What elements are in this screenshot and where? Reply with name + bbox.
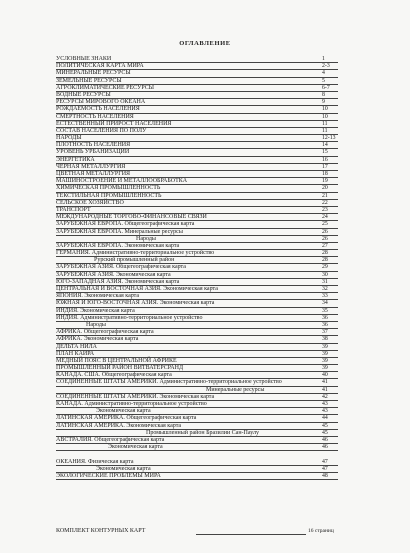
toc-entry-label: ЮЖНАЯ И ЮГО-ВОСТОЧНАЯ АЗИЯ. Экономическая карта <box>56 300 215 307</box>
toc-entry-label: ЗАРУБЕЖНАЯ ЕВРОПА. Экономическая карта <box>56 242 180 249</box>
toc-entry-page: 40 <box>322 372 328 379</box>
toc-entry-page: 1 <box>322 56 325 62</box>
toc-entry <box>56 308 338 315</box>
toc-entry-label: ЭНЕРГЕТИКА <box>56 156 95 163</box>
toc-entry-page: 26 <box>322 228 328 235</box>
toc-entry <box>56 430 338 437</box>
toc-entry-page: 42 <box>322 393 328 400</box>
toc-entry-page: 20 <box>322 185 328 192</box>
toc-entry-label: НАРОДЫ <box>56 135 82 142</box>
toc-entry-page: 27 <box>322 242 328 249</box>
toc-entry-page: 5 <box>322 77 325 84</box>
toc-entry <box>56 185 338 192</box>
toc-entry-label: ХИМИЧЕСКАЯ ПРОМЫШЛЕННОСТЬ <box>56 185 161 192</box>
toc-entry <box>56 99 338 106</box>
toc-entry-page: 38 <box>322 336 328 343</box>
toc-entry <box>56 315 338 322</box>
toc-entry-label: ЛАТИНСКАЯ АМЕРИКА. Экономическая карта <box>56 422 182 429</box>
toc-entry-page: 35 <box>322 307 328 314</box>
toc-entry-label: ВОДНЫЕ РЕСУРСЫ <box>56 91 111 98</box>
toc-entry <box>56 178 338 185</box>
toc-entry-label: АФРИКА. Экономическая карта <box>56 336 139 343</box>
toc-entry <box>56 193 338 200</box>
toc-entry <box>56 114 338 121</box>
toc-entry-label: СОЕДИНЕННЫЕ ШТАТЫ АМЕРИКИ. Экономическая карта <box>56 393 215 400</box>
toc-entry <box>56 272 338 279</box>
toc-entry-label: МИНЕРАЛЬНЫЕ РЕСУРСЫ <box>56 70 131 77</box>
toc-entry <box>56 85 338 92</box>
toc-entry-label: Рурский промышленный район <box>94 257 175 264</box>
toc-entry <box>56 135 338 142</box>
toc-entry-page: 30 <box>322 271 328 278</box>
toc-entry-page: 23 <box>322 206 328 213</box>
toc-entry <box>56 63 338 70</box>
toc-entry-page: 36 <box>322 321 328 328</box>
toc-entry <box>56 358 338 365</box>
toc-entry-page: 11 <box>322 120 328 127</box>
toc-entry-page: 45 <box>322 422 328 429</box>
toc-entry-page: 4 <box>322 70 325 77</box>
toc-entry-page: 32 <box>322 286 328 292</box>
toc-entry-label: ПРОМЫШЛЕННЫЙ РАЙОН ВИТВАТЕРСРАНД <box>56 365 184 372</box>
toc-entry-page: 22 <box>322 199 328 206</box>
toc-entry-label: КАНАДА. США. Общегеографическая карта <box>56 372 172 379</box>
toc-entry <box>56 171 338 178</box>
toc-entry-page: 48 <box>322 472 328 479</box>
toc-entry-label: МАШИНОСТРОЕНИЕ И МЕТАЛЛООБРАБОТКА <box>56 178 188 185</box>
toc-entry-page: 34 <box>322 300 328 307</box>
toc-entry-label: ЕСТЕСТВЕННЫЙ ПРИРОСТ НАСЕЛЕНИЯ <box>56 120 172 127</box>
toc-entry-page: 43 <box>322 401 328 407</box>
toc-entry <box>56 164 338 171</box>
toc-entry-label: СМЕРТНОСТЬ НАСЕЛЕНИЯ <box>56 113 134 120</box>
toc-entry-page: 28 <box>322 250 328 257</box>
toc-entry <box>56 92 338 99</box>
toc-entry-page: 26 <box>322 235 328 242</box>
page-title: ОГЛАВЛЕНИЕ <box>179 40 231 47</box>
toc-entry-page: 25 <box>322 221 328 228</box>
toc-entry-page: 21 <box>322 192 328 199</box>
toc-entry-page: 44 <box>322 415 328 422</box>
toc-entry <box>56 221 338 228</box>
toc-tail-entry <box>56 527 338 535</box>
toc-entry-page: 39 <box>322 357 328 364</box>
toc-entry <box>56 78 338 85</box>
toc-entry <box>56 451 338 458</box>
toc-entry-label: ЭКОЛОГИЧЕСКИЕ ПРОБЛЕМЫ МИРА <box>56 472 161 479</box>
toc-entry-label: Промышленный район Бразилии Сан-Паулу <box>146 429 259 436</box>
toc-entry-page: 46 <box>322 436 328 443</box>
toc-entry-page: 31 <box>322 278 328 285</box>
toc-entry-page: 6-7 <box>322 84 330 91</box>
toc-entry-label: ЗАРУБЕЖНАЯ ЕВРОПА. Общегеографическая карта <box>56 221 195 228</box>
toc-entry-label: ОКЕАНИЯ. Физическая карта <box>56 458 134 465</box>
toc-entry-label: СОСТАВ НАСЕЛЕНИЯ ПО ПОЛУ <box>56 127 147 134</box>
toc-entry-label: СЕЛЬСКОЕ ХОЗЯЙСТВО <box>56 199 124 206</box>
toc-entry-label: ПЛОТНОСТЬ НАСЕЛЕНИЯ <box>56 142 131 149</box>
toc-entry-page: 12-13 <box>322 135 336 142</box>
toc-entry <box>56 149 338 156</box>
toc-entry-page: 29 <box>322 264 328 271</box>
toc-entry-label: ЗАРУБЕЖНАЯ ЕВРОПА. Минеральные ресурсы <box>56 228 183 235</box>
toc-entry-label: РОЖДАЕМОСТЬ НАСЕЛЕНИЯ <box>56 106 140 113</box>
toc-entry-page: 41 <box>322 386 328 393</box>
toc-entry <box>56 401 338 408</box>
toc-entry <box>56 286 338 293</box>
toc-entry <box>56 379 338 386</box>
toc-entry <box>56 444 338 451</box>
toc-entry <box>56 70 338 77</box>
toc-entry-label: ПОЛИТИЧЕСКАЯ КАРТА МИРА <box>56 63 144 70</box>
toc-entry-label: МЕЖДУНАРОДНЫЕ ТОРГОВО-ФИНАНСОВЫЕ СВЯЗИ <box>56 214 207 221</box>
toc-entry <box>56 351 338 358</box>
toc-entry <box>56 423 338 430</box>
toc-entry-label: АФРИКА. Общегеографическая карта <box>56 329 154 336</box>
toc-entry-page: 47 <box>322 458 328 465</box>
toc-entry-label: ПЛАН КАИРА <box>56 350 95 357</box>
toc-entry-page: 8 <box>322 91 325 98</box>
toc-entry-label: ГЕРМАНИЯ. Административно-территориальное устройство <box>56 250 215 257</box>
toc-entry-label: ЗАРУБЕЖНАЯ АЗИЯ. Экономическая карта <box>56 271 171 278</box>
toc-entry-label: ЯПОНИЯ. Экономическая карта <box>56 293 140 300</box>
toc-entry <box>56 128 338 135</box>
toc-entry-label: Народы <box>136 235 156 242</box>
toc-entry <box>56 459 338 466</box>
toc-entry-page: 39 <box>322 365 328 372</box>
toc-entry-label: ЗЕМЕЛЬНЫЕ РЕСУРСЫ <box>56 77 122 84</box>
toc-entry-label: КАНАДА. Административно-территориальное устройство <box>56 401 207 407</box>
toc-entry-label: АВСТРАЛИЯ. Общегеографическая карта <box>56 436 165 443</box>
toc-entry-page: 43 <box>322 408 328 415</box>
toc-entry-page: 16 <box>322 156 328 163</box>
toc-entry-label: ЧЕРНАЯ МЕТАЛЛУРГИЯ <box>56 163 126 170</box>
toc-entry-page: 10 <box>322 106 328 113</box>
toc-entry <box>56 437 338 444</box>
toc-entry-page: 14 <box>322 142 328 149</box>
toc-entry <box>56 344 338 351</box>
toc-entry <box>56 236 338 243</box>
toc-entry-label: ТЕКСТИЛЬНАЯ ПРОМЫШЛЕННОСТЬ <box>56 192 162 199</box>
toc-entry <box>56 336 338 343</box>
toc-entry-label: ЦЕНТРАЛЬНАЯ И ВОСТОЧНАЯ АЗИЯ. Экономическая карта <box>56 286 218 292</box>
toc-entry-page: 9 <box>322 99 325 106</box>
toc-entry-page: 39 <box>322 350 328 357</box>
toc-entry-label: КОМПЛЕКТ КОНТУРНЫХ КАРТ <box>56 528 146 534</box>
toc-entry <box>56 394 338 401</box>
toc-entry-page: 19 <box>322 178 328 185</box>
toc-entry-label: ЛАТИНСКАЯ АМЕРИКА. Общегеографическая карта <box>56 415 197 422</box>
toc-entry-page: 11 <box>322 127 328 134</box>
toc-entry-page: 45 <box>322 429 328 436</box>
toc-entry-page: 10 <box>322 113 328 120</box>
toc-entry-label: СОЕДИНЕННЫЕ ШТАТЫ АМЕРИКИ. Административно-территориальное устройство <box>56 379 282 386</box>
toc-entry-page: 2-3 <box>322 63 330 70</box>
toc-entry <box>56 473 338 480</box>
toc-entry-page: 37 <box>322 329 328 336</box>
toc-entry <box>56 229 338 236</box>
toc-entry <box>56 387 338 394</box>
toc-entry <box>56 293 338 300</box>
toc-entry-page: 18 <box>322 171 328 177</box>
toc-entry <box>56 466 338 473</box>
toc-entry <box>56 207 338 214</box>
toc-entry-label: ДЕЛЬТА НИЛА <box>56 343 98 350</box>
toc-entry <box>56 329 338 336</box>
toc-entry-label: Минеральные ресурсы <box>206 386 265 393</box>
toc-entry-label: Народы <box>86 321 106 328</box>
toc-entry <box>56 121 338 128</box>
toc-entry <box>56 106 338 113</box>
toc-entry-label: УСЛОВНЫЕ ЗНАКИ <box>56 56 112 62</box>
toc-entry <box>56 142 338 149</box>
toc-entry <box>56 200 338 207</box>
toc-entry-label: ТРАНСПОРТ <box>56 206 91 213</box>
toc-entry-page: 41 <box>322 379 328 386</box>
dotted-leader <box>196 534 306 535</box>
toc-entry-page: 28 <box>322 257 328 264</box>
toc-entry-page: 17 <box>322 163 328 170</box>
toc-entry <box>56 415 338 422</box>
toc-entry-label: ЮГО-ЗАПАДНАЯ АЗИЯ. Экономическая карта <box>56 278 180 285</box>
toc-entry-label: ИНДИЯ. Экономическая карта <box>56 307 135 314</box>
toc-entry-page: 15 <box>322 149 328 156</box>
toc-entry-label: УРОВЕНЬ УРБАНИЗАЦИИ <box>56 149 130 156</box>
toc-entry-label: МЕДНЫЙ ПОЯС В ЦЕНТРАЛЬНОЙ АФРИКЕ <box>56 357 177 364</box>
toc-entry-page: 33 <box>322 293 328 300</box>
toc-entry <box>56 157 338 164</box>
toc-entry <box>56 279 338 286</box>
toc-entry-page: 39 <box>322 343 328 350</box>
toc-entry <box>56 264 338 271</box>
toc-entry-label: АГРОКЛИМАТИЧЕСКИЕ РЕСУРСЫ <box>56 84 154 91</box>
toc-entry <box>56 56 338 63</box>
toc-entry-label: Экономическая карта <box>96 408 151 415</box>
toc-entry-label: Экономическая карта <box>96 465 151 472</box>
toc-entry-page: 47 <box>322 465 328 472</box>
toc-entry-label: ЗАРУБЕЖНАЯ АЗИЯ. Общегеографическая карта <box>56 264 186 271</box>
toc-entry-page: 24 <box>322 214 328 221</box>
toc-entry-label: ИНДИЯ. Административно-территориальное устройство <box>56 314 203 321</box>
toc-entry <box>56 300 338 307</box>
toc-entry-page: 46 <box>322 444 328 451</box>
toc-entry-page: 16 страниц <box>308 528 334 534</box>
toc-entry <box>56 243 338 250</box>
toc-entry-page: 36 <box>322 314 328 321</box>
toc-entry-label: РЕСУРСЫ МИРОВОГО ОКЕАНА <box>56 99 146 106</box>
toc-list <box>56 56 338 480</box>
toc-entry-label: ЦВЕТНАЯ МЕТАЛЛУРГИЯ <box>56 171 131 177</box>
toc-entry-label: Экономическая карта <box>108 444 163 451</box>
